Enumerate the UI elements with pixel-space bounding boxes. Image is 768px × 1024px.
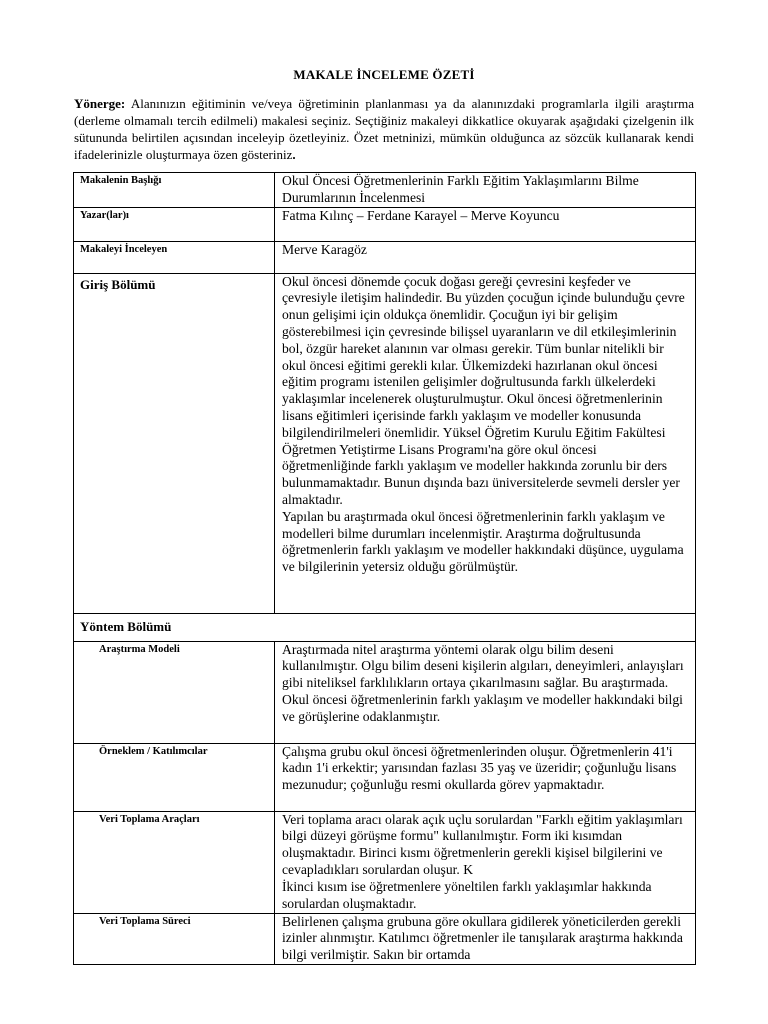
sample-label: Örneklem / Katılımcılar [74, 743, 275, 811]
row-data-process [74, 913, 696, 964]
instructions-label: Yönerge: [74, 96, 126, 111]
row-research-model [74, 641, 696, 743]
row-authors [74, 207, 696, 241]
sample-value: Çalışma grubu okul öncesi öğretmenlerinden oluşur. Öğretmenlerin 41'i kadın 1'i erkektir; yarısından fazlası 35 yaş ve üzeridir; çoğunluğu lisans mezunudur; çoğunluğu resmi okullarda görev yapmaktadır. [275, 743, 696, 811]
row-data-tools [74, 811, 696, 913]
introduction-paragraph-1: Okul öncesi dönemde çocuk doğası gereği çevresini keşfeder ve çevresiyle iletişim halindedir. Bu yüzden çocuğun içinde bulunduğu çevre onun gelişimi için oldukça önemlidir. Çocuğun iyi bir gelişim gösterebilmesi için çevresinde bilişsel uyaranların ve dil etkileşimlerinin bol, özgür hareket alanının var olması gerekir. Tüm bunlar nitelikli bir okul öncesi eğitimi gerekli kılar. Ülkemizdeki hazırlanan okul öncesi eğitim programı istenilen gelişimler doğrultusunda farklı ülkelerdeki yaklaşımlar incelenerek oluşturulmuştur. Okul öncesi öğretmenlerinin lisans eğitimleri içerisinde farklı yaklaşım ve modeller konusunda bilgilendirilmeleri önemlidir. Yüksel Öğretim Kurulu Eğitim Fakültesi Öğretmen Yetiştirme Lisans Programı'na göre okul öncesi öğretmenliğinde farklı yaklaşım ve modeller hakkında zorunlu bir ders bulunmamaktadır. Bunun dışında bazı üniversitelerde sevmeli dersler yer almaktadır. [282, 273, 685, 507]
introduction-value [275, 273, 696, 613]
data-tools-line-1: Veri toplama aracı olarak açık uçlu sorulardan "Farklı eğitim yaklaşımları bilgi düzeyi görüşme formu" kullanılmıştır. Form iki kısımdan oluşmaktadır. Birinci kısmı öğretmenlerin gerekli kişisel bilgilerini ve cevapladıkları sorulardan oluşur. K [282, 811, 683, 877]
research-model-value: Araştırmada nitel araştırma yöntemi olarak olgu bilim deseni kullanılmıştır. Olgu bilim deseni kişilerin algıları, deneyimleri, anlayışları gibi niteliksel farklılıkların ortaya çıkarılmasını sağlar. Bu araştırmada. Okul öncesi öğretmenlerinin farklı yaklaşım ve modeller hakkındaki bilgi ve görüşlerine odaklanmıştır. [275, 641, 696, 743]
instructions-end: . [292, 147, 296, 162]
reviewer-value: Merve Karagöz [275, 241, 696, 273]
row-reviewer [74, 241, 696, 273]
introduction-label: Giriş Bölümü [74, 273, 275, 613]
article-title-label: Makalenin Başlığı [74, 173, 275, 208]
data-tools-label: Veri Toplama Araçları [74, 811, 275, 913]
page-title: MAKALE İNCELEME ÖZETİ [293, 67, 475, 82]
row-article-title [74, 173, 696, 208]
data-tools-value [275, 811, 696, 913]
article-title-value: Okul Öncesi Öğretmenlerinin Farklı Eğitim Yaklaşımlarını Bilme Durumlarının İncelenmesi [275, 173, 696, 208]
row-method [74, 613, 696, 641]
authors-label: Yazar(lar)ı [74, 207, 275, 241]
method-label: Yöntem Bölümü [74, 613, 696, 641]
data-process-label: Veri Toplama Süreci [74, 913, 275, 964]
row-sample [74, 743, 696, 811]
instructions [74, 95, 694, 163]
reviewer-label: Makaleyi İnceleyen [74, 241, 275, 273]
instructions-text: Alanınızın eğitiminin ve/veya öğretiminin planlanması ya da alanınızdaki programlarla ilgili araştırma (derleme olmamalı tercih edilmeli) makalesi seçiniz. Seçtiğiniz makaleyi dikkatlice okuyarak aşağıdaki çizelgenin ilk sütununda belirtilen açısından inceleyip özetleyiniz. Özet metninizi, mümkün olduğunca az sözcük kullanarak kendi ifadelerinizle oluşturmaya özen gösteriniz [74, 96, 694, 162]
data-process-value: Belirlenen çalışma grubuna göre okullara gidilerek yöneticilerden gerekli izinler alınmıştır. Katılımcı öğretmenler ile tanışılarak araştırma hakkında bilgi verilmiştir. Sakın bir ortamda [275, 913, 696, 964]
introduction-paragraph-2: Yapılan bu araştırmada okul öncesi öğretmenlerinin farklı yaklaşım ve modelleri bilme durumları incelenmiştir. Araştırma doğrultusunda öğretmenlerin farklı yaklaşım ve modeller hakkındaki düşünce, uygulama ve bilgilerinin yetersiz olduğu görülmüştür. [282, 508, 684, 575]
data-tools-line-2: İkinci kısım ise öğretmenlere yöneltilen farklı yaklaşımlar hakkında sorulardan oluşmaktadır. [282, 878, 652, 911]
row-introduction [74, 273, 696, 613]
research-model-label: Araştırma Modeli [74, 641, 275, 743]
authors-value: Fatma Kılınç – Ferdane Karayel – Merve Koyuncu [275, 207, 696, 241]
review-table [73, 172, 696, 965]
